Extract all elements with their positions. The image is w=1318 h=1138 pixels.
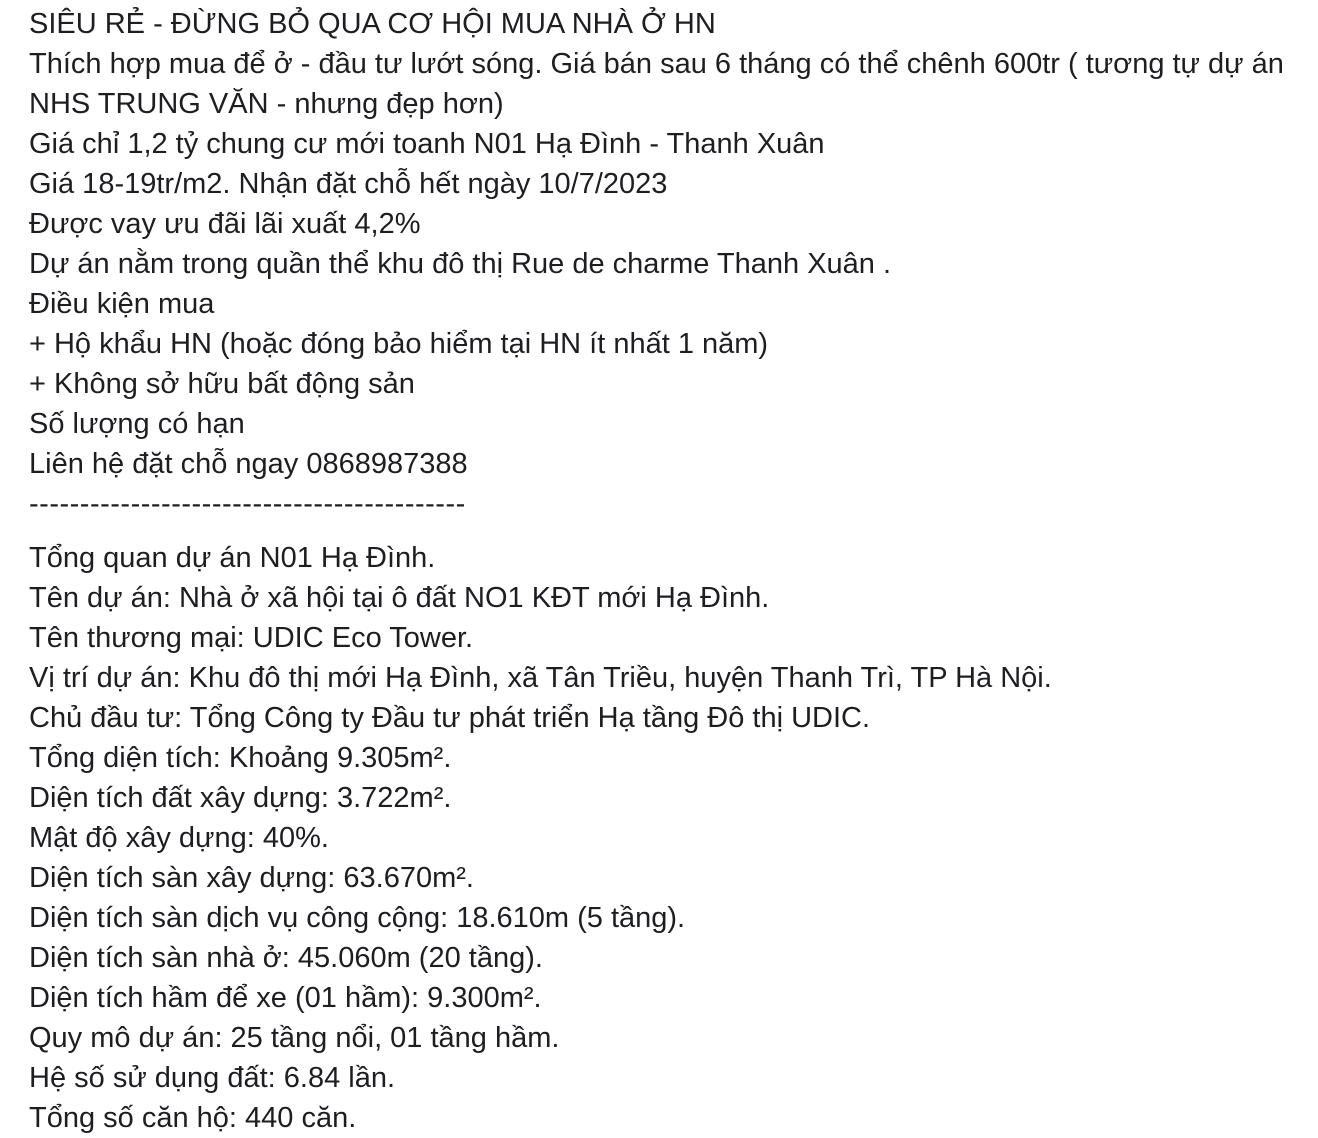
- overview-scale: Quy mô dự án: 25 tầng nổi, 01 tầng hầm.: [29, 1022, 560, 1054]
- post-line-contact: Liên hệ đặt chỗ ngay 0868987388: [29, 448, 468, 480]
- post-line-price: Giá chỉ 1,2 tỷ chung cư mới toanh N01 Hạ Đình - Thanh Xuân: [29, 128, 825, 160]
- overview-land-use-ratio: Hệ số sử dụng đất: 6.84 lần.: [29, 1062, 396, 1094]
- post-divider: -------------------------------------------: [29, 488, 466, 520]
- paragraph-gap: [29, 524, 1309, 538]
- post-line-location: Dự án nằm trong quần thể khu đô thị Rue de charme Thanh Xuân .: [29, 248, 892, 280]
- post-line-conditions-heading: Điều kiện mua: [29, 288, 215, 320]
- overview-construction-land-area: Diện tích đất xây dựng: 3.722m².: [29, 782, 452, 814]
- post-line-limited: Số lượng có hạn: [29, 408, 245, 440]
- post-line-loan: Được vay ưu đãi lãi xuất 4,2%: [29, 208, 421, 240]
- overview-heading: Tổng quan dự án N01 Hạ Đình.: [29, 542, 436, 574]
- post-body: [29, 4, 1309, 1138]
- overview-floor-area: Diện tích sàn xây dựng: 63.670m².: [29, 862, 474, 894]
- overview-public-service-area: Diện tích sàn dịch vụ công cộng: 18.610m (5 tầng).: [29, 902, 686, 934]
- overview-basement-area: Diện tích hầm để xe (01 hầm): 9.300m².: [29, 982, 542, 1014]
- overview-total-area: Tổng diện tích: Khoảng 9.305m².: [29, 742, 452, 774]
- post-line-condition-no-property: + Không sở hữu bất động sản: [29, 368, 415, 400]
- post-line-price-per-m2: Giá 18-19tr/m2. Nhận đặt chỗ hết ngày 10/7/2023: [29, 168, 668, 200]
- overview-density: Mật độ xây dựng: 40%.: [29, 822, 329, 854]
- overview-residential-area: Diện tích sàn nhà ở: 45.060m (20 tầng).: [29, 942, 543, 974]
- post-line-investment: Thích hợp mua để ở - đầu tư lướt sóng. Giá bán sau 6 tháng có thể chênh 600tr ( tương tự dự án NHS TRUNG VĂN - nhưng đẹp hơn): [29, 48, 1284, 120]
- post-line-condition-residence: + Hộ khẩu HN (hoặc đóng bảo hiểm tại HN ít nhất 1 năm): [29, 328, 769, 360]
- overview-location: Vị trí dự án: Khu đô thị mới Hạ Đình, xã Tân Triều, huyện Thanh Trì, TP Hà Nội.: [29, 662, 1052, 694]
- overview-project-name: Tên dự án: Nhà ở xã hội tại ô đất NO1 KĐT mới Hạ Đình.: [29, 582, 770, 614]
- overview-investor: Chủ đầu tư: Tổng Công ty Đầu tư phát triển Hạ tầng Đô thị UDIC.: [29, 702, 871, 734]
- post-headline: SIÊU RẺ - ĐỪNG BỎ QUA CƠ HỘI MUA NHÀ Ở HN: [29, 8, 716, 40]
- overview-trade-name: Tên thương mại: UDIC Eco Tower.: [29, 622, 474, 654]
- overview-apartment-count: Tổng số căn hộ: 440 căn.: [29, 1102, 357, 1134]
